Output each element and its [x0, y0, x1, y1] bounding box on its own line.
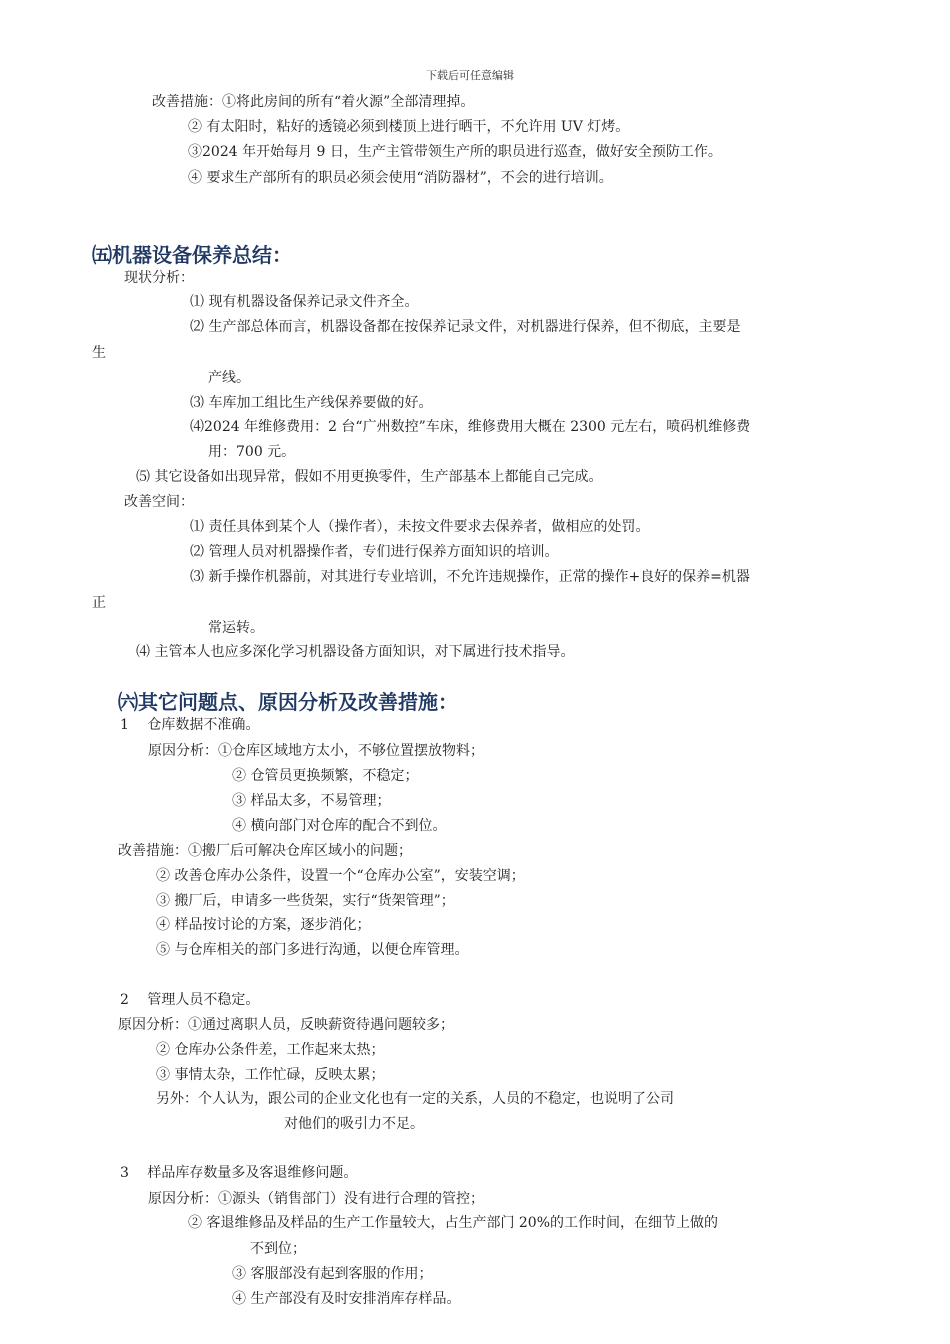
body-line: ⑷2024 年维修费用：2 台“广州数控”车床，维修费用大概在 2300 元左右，喷码机维修费 — [190, 419, 751, 435]
body-line: ⑴ 现有机器设备保养记录文件齐全。 — [190, 294, 419, 310]
issue-title: 2 管理人员不稳定。 — [120, 992, 260, 1008]
body-line: ⑷ 主管本人也应多深化学习机器设备方面知识，对下属进行技术指导。 — [136, 644, 575, 660]
improvement-line: ③2024 年开始每月 9 日，生产主管带领生产所的职员进行巡查，做好安全预防工作。 — [188, 144, 722, 160]
body-line: 正 — [92, 595, 106, 611]
body-line: ⑤ 与仓库相关的部门多进行沟通，以便仓库管理。 — [156, 942, 469, 958]
improvement-line: ② 有太阳时，粘好的透镜必须到楼顶上进行晒干，不允许用 UV 灯烤。 — [188, 119, 630, 135]
body-line: ③ 样品太多，不易管理； — [232, 793, 391, 809]
body-line: 用：700 元。 — [208, 444, 296, 460]
body-line: ③ 事情太杂，工作忙碌，反映太累； — [156, 1067, 385, 1083]
issue-title: 3 样品库存数量多及客退维修问题。 — [120, 1165, 358, 1181]
body-line: ② 客退维修品及样品的生产工作量较大，占生产部门 20%的工作时间，在细节上做的 — [188, 1215, 719, 1231]
body-line: 生 — [92, 345, 106, 361]
body-line: 原因分析：①通过离职人员，反映薪资待遇问题较多； — [118, 1017, 454, 1033]
improvement-line: 改善措施：①将此房间的所有“着火源”全部清理掉。 — [152, 94, 475, 110]
body-line: 产线。 — [208, 370, 250, 386]
body-line: ⑶ 新手操作机器前，对其进行专业培训，不允许违规操作，正常的操作+良好的保养=机器 — [190, 569, 750, 585]
body-line: 常运转。 — [208, 620, 264, 636]
body-line: ⑴ 责任具体到某个人（操作者），未按文件要求去保养者，做相应的处罚。 — [190, 519, 650, 535]
subheading-status: 现状分析： — [124, 270, 194, 286]
issue-title: 1 仓库数据不准确。 — [120, 717, 260, 733]
body-line: ⑶ 车库加工组比生产线保养要做的好。 — [190, 395, 433, 411]
improvement-line: ④ 要求生产部所有的职员必须会使用“消防器材”，不会的进行培训。 — [188, 170, 613, 186]
body-line: 原因分析：①源头（销售部门）没有进行合理的管控； — [148, 1191, 484, 1207]
body-line: ④ 生产部没有及时安排消库存样品。 — [232, 1291, 461, 1307]
body-line: ③ 客服部没有起到客服的作用； — [232, 1266, 433, 1282]
body-line: ④ 样品按讨论的方案，逐步消化； — [156, 917, 371, 933]
body-line: ⑵ 生产部总体而言，机器设备都在按保养记录文件，对机器进行保养，但不彻底，主要是 — [190, 319, 741, 335]
body-line: 原因分析：①仓库区域地方太小，不够位置摆放物料； — [148, 743, 484, 759]
body-line: ③ 搬厂后，申请多一些货架，实行“货架管理”； — [156, 893, 455, 909]
body-line: 不到位； — [250, 1241, 306, 1257]
body-line: ② 仓库办公条件差，工作起来太热； — [156, 1042, 385, 1058]
subheading-improvement: 改善空间： — [124, 494, 194, 510]
body-line: 另外：个人认为，跟公司的企业文化也有一定的关系，人员的不稳定，也说明了公司 — [156, 1091, 674, 1107]
body-line: ② 仓管员更换频繁，不稳定； — [232, 768, 419, 784]
body-line: ④ 横向部门对仓库的配合不到位。 — [232, 818, 447, 834]
body-line: ⑸ 其它设备如出现异常，假如不用更换零件，生产部基本上都能自己完成。 — [136, 469, 603, 485]
page-header: 下载后可任意编辑 — [426, 69, 514, 82]
body-line: 改善措施：①搬厂后可解决仓库区域小的问题； — [118, 843, 412, 859]
body-line: 对他们的吸引力不足。 — [284, 1116, 424, 1132]
section-heading-machine-maintenance: ㈤机器设备保养总结： — [92, 243, 292, 267]
section-heading-other-issues: ㈥其它问题点、原因分析及改善措施： — [118, 690, 458, 714]
body-line: ② 改善仓库办公条件，设置一个“仓库办公室”，安装空调； — [156, 868, 525, 884]
body-line: ⑵ 管理人员对机器操作者，专们进行保养方面知识的培训。 — [190, 544, 559, 560]
